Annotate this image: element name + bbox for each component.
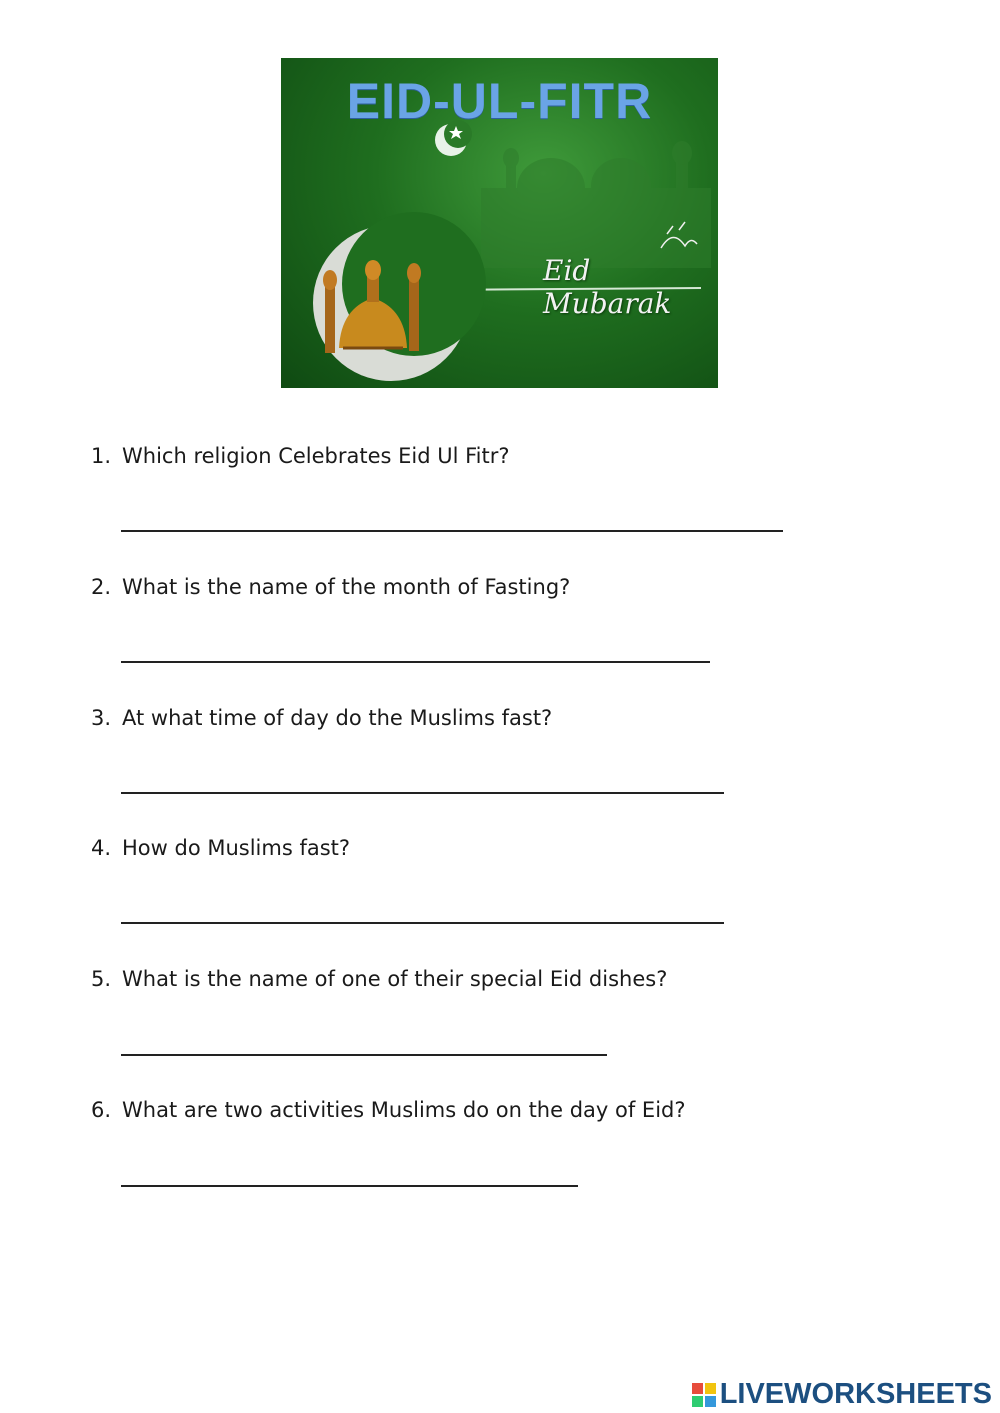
answer-line-6[interactable] [121, 1185, 578, 1187]
eid-banner-image [281, 58, 718, 388]
answer-line-2[interactable] [121, 661, 710, 663]
banner-subtitle: Eid Mubarak [543, 254, 672, 320]
question-number: 4. [91, 836, 112, 860]
answer-line-1[interactable] [121, 530, 783, 532]
question-text: At what time of day do the Muslims fast? [122, 706, 553, 730]
question-number: 1. [91, 444, 112, 468]
question-text: Which religion Celebrates Eid Ul Fitr? [122, 444, 510, 468]
answer-line-4[interactable] [121, 922, 724, 924]
question-text: What are two activities Muslims do on the day of Eid? [122, 1098, 686, 1122]
question-number: 2. [91, 575, 112, 599]
answer-line-5[interactable] [121, 1054, 607, 1056]
question-text: How do Muslims fast? [122, 836, 351, 860]
large-crescent-icon [313, 212, 486, 381]
banner-title: EID-UL-FITR [346, 73, 653, 129]
question-number: 3. [91, 706, 112, 730]
question-6 [91, 1098, 686, 1122]
question-number: 6. [91, 1098, 112, 1122]
liveworksheets-logo-icon [692, 1383, 716, 1407]
question-5 [91, 967, 667, 991]
question-number: 5. [91, 967, 112, 991]
footer-brand: LIVEWORKSHEETS [719, 1378, 992, 1410]
answer-line-3[interactable] [121, 792, 724, 794]
question-1 [91, 444, 510, 468]
question-3 [91, 706, 552, 730]
mosque-silhouette [481, 141, 711, 268]
question-4 [91, 836, 350, 860]
question-text: What is the name of the month of Fasting? [122, 575, 571, 599]
question-text: What is the name of one of their special Eid dishes? [122, 967, 668, 991]
liveworksheets-footer[interactable] [692, 1378, 992, 1411]
question-2 [91, 575, 570, 599]
